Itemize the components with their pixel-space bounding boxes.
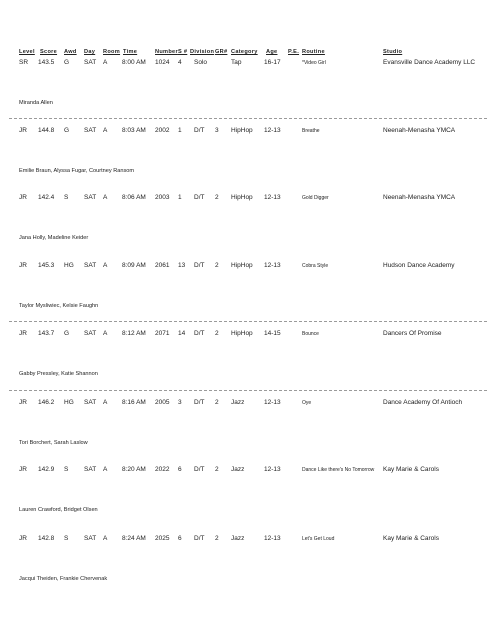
cell-age: 12-13 (264, 399, 281, 406)
cell-gr-num: 2 (215, 399, 219, 406)
cell-routine: Dance Like there's No Tomorrow (302, 467, 375, 473)
cell-score: 142.9 (38, 466, 55, 473)
cell-category: Jazz (231, 399, 245, 406)
cell-division: D/T (194, 194, 205, 201)
cell-studio: Neenah-Menasha YMCA (383, 194, 456, 201)
cell-age: 16-17 (264, 59, 281, 66)
cell-score: 146.2 (38, 399, 55, 406)
entry-row (0, 194, 495, 204)
cell-room: A (103, 59, 108, 66)
cell-time: 8:24 AM (122, 535, 146, 542)
cell-room: A (103, 262, 108, 269)
cell-room: A (103, 127, 108, 134)
cell-age: 12-13 (264, 127, 281, 134)
cell-s-num: 4 (178, 59, 182, 66)
cell-number: 2025 (155, 535, 170, 542)
header-time: Time (123, 49, 138, 55)
cell-day: SAT (84, 330, 97, 337)
cell-age: 14-15 (264, 330, 281, 337)
cell-category: Tap (231, 59, 242, 66)
dancer-names: Jacqui Theiden, Frankie Chervenak (19, 576, 108, 582)
header-pe: P.E. (288, 49, 300, 55)
cell-score: 144.8 (38, 127, 55, 134)
cell-score: 145.3 (38, 262, 55, 269)
cell-score: 142.8 (38, 535, 55, 542)
entry-row (0, 262, 495, 272)
cell-s-num: 3 (178, 399, 182, 406)
dancer-names: Gabby Pressley, Katie Shannon (19, 371, 98, 377)
cell-s-num: 6 (178, 466, 182, 473)
dancer-names: Taylor Mysliwiec, Kelsie Faughn (19, 303, 99, 309)
dancer-names: Miranda Allen (19, 100, 53, 106)
cell-category: Jazz (231, 466, 245, 473)
cell-award: G (64, 127, 70, 134)
cell-number: 2005 (155, 399, 170, 406)
group-divider (9, 390, 487, 391)
cell-division: D/T (194, 127, 205, 134)
cell-division: D/T (194, 399, 205, 406)
cell-day: SAT (84, 535, 97, 542)
dancer-names: Tori Borchert, Sarah Laslow (19, 440, 88, 446)
cell-studio: Evansville Dance Academy LLC (383, 59, 476, 66)
cell-studio: Hudson Dance Academy (383, 262, 455, 269)
cell-room: A (103, 466, 108, 473)
header-award: Awd (64, 49, 77, 55)
cell-age: 12-13 (264, 194, 281, 201)
cell-day: SAT (84, 262, 97, 269)
header-level: Level (19, 49, 35, 55)
cell-number: 1024 (155, 59, 170, 66)
cell-day: SAT (84, 127, 97, 134)
cell-award: HG (64, 262, 74, 269)
cell-award: S (64, 194, 69, 201)
cell-gr-num: 2 (215, 535, 219, 542)
cell-score: 143.5 (38, 59, 55, 66)
dancer-names: Jana Holly, Madeline Keider (19, 235, 89, 241)
cell-category: HipHop (231, 127, 253, 134)
cell-age: 12-13 (264, 262, 281, 269)
cell-gr-num: 2 (215, 330, 219, 337)
header-gr-num: GR# (215, 49, 228, 55)
cell-gr-num: 2 (215, 194, 219, 201)
cell-category: Jazz (231, 535, 245, 542)
cell-award: G (64, 59, 70, 66)
header-day: Day (84, 49, 96, 55)
cell-room: A (103, 194, 108, 201)
dancer-names: Emilie Braun, Alyssa Fugar, Courtney Ransom (19, 168, 135, 174)
cell-age: 12-13 (264, 535, 281, 542)
cell-division: Solo (194, 59, 208, 66)
cell-time: 8:03 AM (122, 127, 146, 134)
cell-s-num: 6 (178, 535, 182, 542)
cell-s-num: 14 (178, 330, 186, 337)
header-score: Score (40, 49, 58, 55)
cell-level: SR (19, 59, 29, 66)
header-division: Division (190, 49, 215, 55)
header-category: Category (231, 49, 258, 55)
group-divider (9, 118, 487, 119)
cell-category: HipHop (231, 262, 253, 269)
column-header-row (0, 49, 495, 59)
cell-studio: Dance Academy Of Antioch (383, 399, 463, 406)
cell-routine: Cobra Style (302, 263, 329, 269)
cell-level: JR (19, 535, 27, 542)
cell-gr-num: 3 (215, 127, 219, 134)
cell-level: JR (19, 466, 27, 473)
cell-division: D/T (194, 330, 205, 337)
entry-row (0, 399, 495, 409)
cell-number: 2071 (155, 330, 170, 337)
cell-time: 8:00 AM (122, 59, 146, 66)
cell-s-num: 13 (178, 262, 186, 269)
header-age: Age (266, 49, 278, 55)
dancer-names: Lauren Crawford, Bridget Olsen (19, 507, 98, 513)
cell-level: JR (19, 127, 27, 134)
header-room: Room (103, 49, 121, 55)
cell-award: HG (64, 399, 74, 406)
entry-row (0, 59, 495, 69)
cell-category: HipHop (231, 330, 253, 337)
cell-level: JR (19, 262, 27, 269)
cell-level: JR (19, 330, 27, 337)
entry-row (0, 535, 495, 545)
header-routine: Routine (302, 49, 325, 55)
cell-day: SAT (84, 194, 97, 201)
cell-number: 2061 (155, 262, 170, 269)
cell-number: 2002 (155, 127, 170, 134)
entry-row (0, 466, 495, 476)
cell-studio: Dancers Of Promise (383, 330, 442, 337)
cell-day: SAT (84, 399, 97, 406)
cell-routine: Let's Get Loud (302, 536, 335, 542)
cell-gr-num: 2 (215, 262, 219, 269)
cell-day: SAT (84, 466, 97, 473)
cell-routine: Gold Digger (302, 195, 329, 201)
cell-number: 2022 (155, 466, 170, 473)
cell-s-num: 1 (178, 127, 182, 134)
cell-studio: Kay Marie & Carols (383, 466, 439, 473)
cell-level: JR (19, 194, 27, 201)
cell-award: S (64, 466, 69, 473)
cell-studio: Neenah-Menasha YMCA (383, 127, 456, 134)
cell-time: 8:16 AM (122, 399, 146, 406)
cell-score: 143.7 (38, 330, 55, 337)
cell-s-num: 1 (178, 194, 182, 201)
cell-room: A (103, 535, 108, 542)
cell-award: S (64, 535, 69, 542)
cell-time: 8:20 AM (122, 466, 146, 473)
header-s-num: S # (178, 49, 188, 55)
cell-division: D/T (194, 262, 205, 269)
cell-number: 2003 (155, 194, 170, 201)
cell-score: 142.4 (38, 194, 55, 201)
cell-studio: Kay Marie & Carols (383, 535, 439, 542)
cell-gr-num: 2 (215, 466, 219, 473)
cell-level: JR (19, 399, 27, 406)
cell-time: 8:06 AM (122, 194, 146, 201)
cell-routine: Oye (302, 400, 312, 406)
cell-division: D/T (194, 466, 205, 473)
cell-room: A (103, 330, 108, 337)
entry-row (0, 127, 495, 137)
cell-age: 12-13 (264, 466, 281, 473)
cell-routine: *Video Girl (302, 60, 326, 66)
cell-day: SAT (84, 59, 97, 66)
cell-award: G (64, 330, 70, 337)
header-studio: Studio (383, 49, 403, 55)
cell-category: HipHop (231, 194, 253, 201)
header-number: Number (155, 49, 178, 55)
cell-routine: Breathe (302, 128, 320, 134)
cell-division: D/T (194, 535, 205, 542)
group-divider (9, 321, 487, 322)
cell-routine: Bounce (302, 331, 319, 337)
cell-time: 8:09 AM (122, 262, 146, 269)
cell-room: A (103, 399, 108, 406)
cell-time: 8:12 AM (122, 330, 146, 337)
entry-row (0, 330, 495, 340)
